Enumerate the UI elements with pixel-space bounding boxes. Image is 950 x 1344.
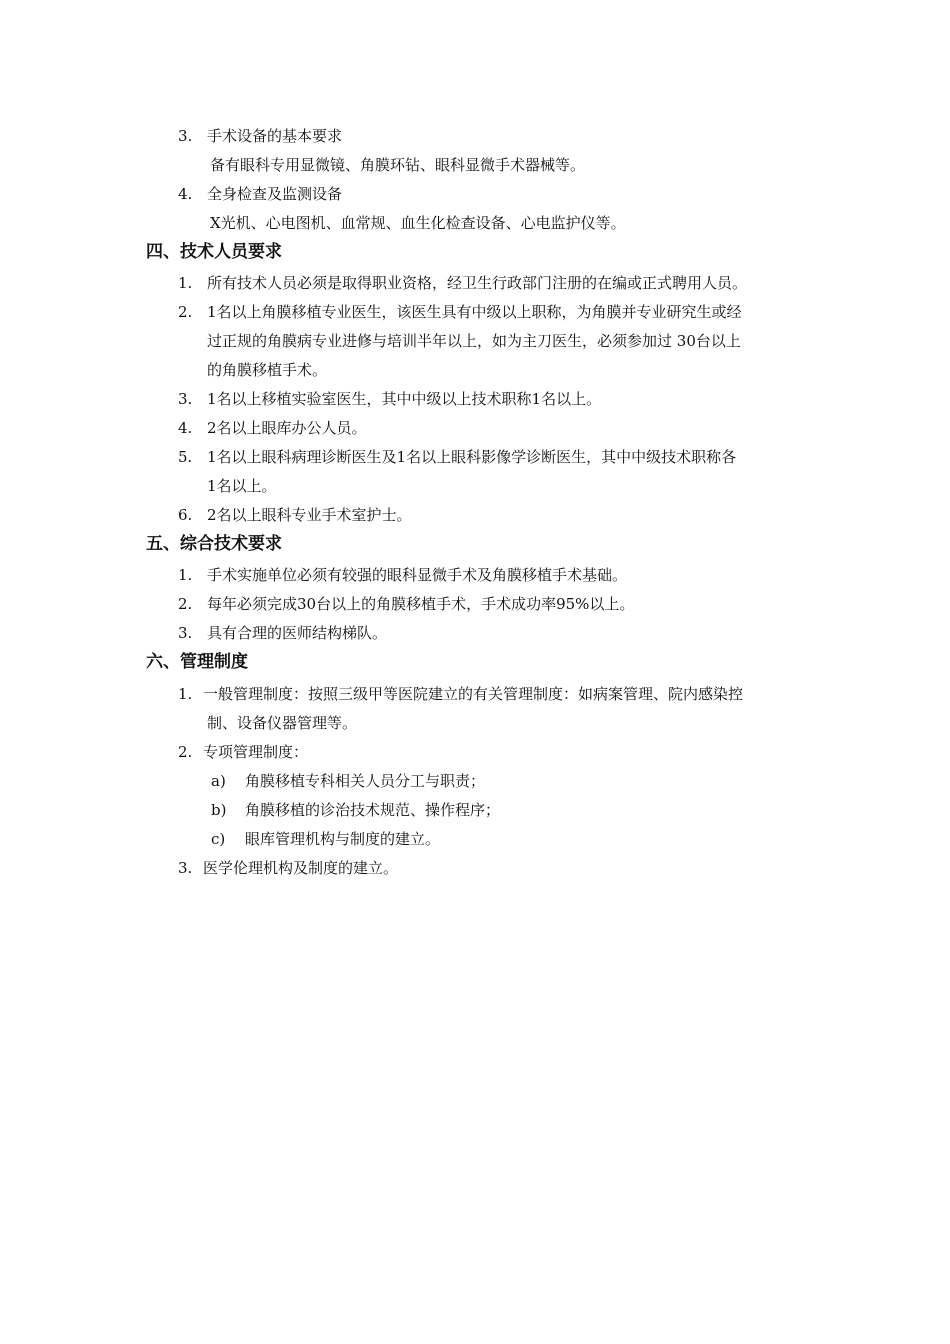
list-item-text: 一般管理制度：按照三级甲等医院建立的有关管理制度：如病案管理、院内感染控 <box>203 685 744 703</box>
paragraph: 备有眼科专用显微镜、角膜环钻、眼科显微手术器械等。 <box>210 156 586 174</box>
list-item-title: 手术设备的基本要求 <box>207 127 343 145</box>
list-item-title: 医学伦理机构及制度的建立。 <box>203 859 399 877</box>
list-item-text: 1名以上眼科病理诊断医生及1名以上眼科影像学诊断医生，其中中级技术职称各 <box>207 448 737 466</box>
sublist-letter: c) <box>211 830 226 848</box>
list-item-text: 每年必须完成30台以上的角膜移植手术，手术成功率95%以上。 <box>207 595 635 613</box>
sublist-item-text: 眼库管理机构与制度的建立。 <box>245 830 441 848</box>
list-item-text: 1名以上角膜移植专业医生，该医生具有中级以上职称，为角膜并专业研究生或经 <box>207 303 742 321</box>
list-item-text: 1名以上。 <box>207 477 277 495</box>
list-item-title: 专项管理制度： <box>203 743 309 761</box>
list-item-text: 过正规的角膜病专业进修与培训半年以上，如为主刀医生，必须参加过 30台以上 <box>207 332 741 350</box>
list-number: 1. <box>178 274 193 292</box>
list-number: 5. <box>178 448 193 466</box>
list-item-text: 2名以上眼科专业手术室护士。 <box>207 506 412 524</box>
list-item-text: 的角膜移植手术。 <box>207 361 328 379</box>
sublist-letter: a) <box>211 772 226 790</box>
sublist-letter: b) <box>211 801 227 819</box>
list-item-text: 2名以上眼库办公人员。 <box>207 419 367 437</box>
list-number: 2. <box>178 303 193 321</box>
list-number: 2. <box>178 743 193 761</box>
list-item-title: 全身检查及监测设备 <box>207 185 343 203</box>
list-number: 3. <box>178 624 193 642</box>
sublist-item-text: 角膜移植专科相关人员分工与职责； <box>245 772 486 790</box>
list-number: 1. <box>178 685 193 703</box>
paragraph: X光机、心电图机、血常规、血生化检查设备、心电监护仪等。 <box>210 214 626 232</box>
list-item-text: 制、设备仪器管理等。 <box>207 714 358 732</box>
section-heading: 四、技术人员要求 <box>146 242 282 262</box>
list-item-text: 所有技术人员必须是取得职业资格，经卫生行政部门注册的在编或正式聘用人员。 <box>207 274 748 292</box>
list-number: 4. <box>178 185 193 203</box>
list-number: 3. <box>178 390 193 408</box>
list-number: 3. <box>178 859 193 877</box>
list-item-text: 具有合理的医师结构梯队。 <box>207 624 388 642</box>
section-heading: 五、综合技术要求 <box>146 534 282 554</box>
list-number: 6. <box>178 506 193 524</box>
section-heading: 六、管理制度 <box>146 652 248 672</box>
list-number: 4. <box>178 419 193 437</box>
list-number: 2. <box>178 595 193 613</box>
list-number: 3. <box>178 127 193 145</box>
list-item-text: 手术实施单位必须有较强的眼科显微手术及角膜移植手术基础。 <box>207 566 628 584</box>
list-item-text: 1名以上移植实验室医生，其中中级以上技术职称1名以上。 <box>207 390 602 408</box>
list-number: 1. <box>178 566 193 584</box>
sublist-item-text: 角膜移植的诊治技术规范、操作程序； <box>245 801 501 819</box>
